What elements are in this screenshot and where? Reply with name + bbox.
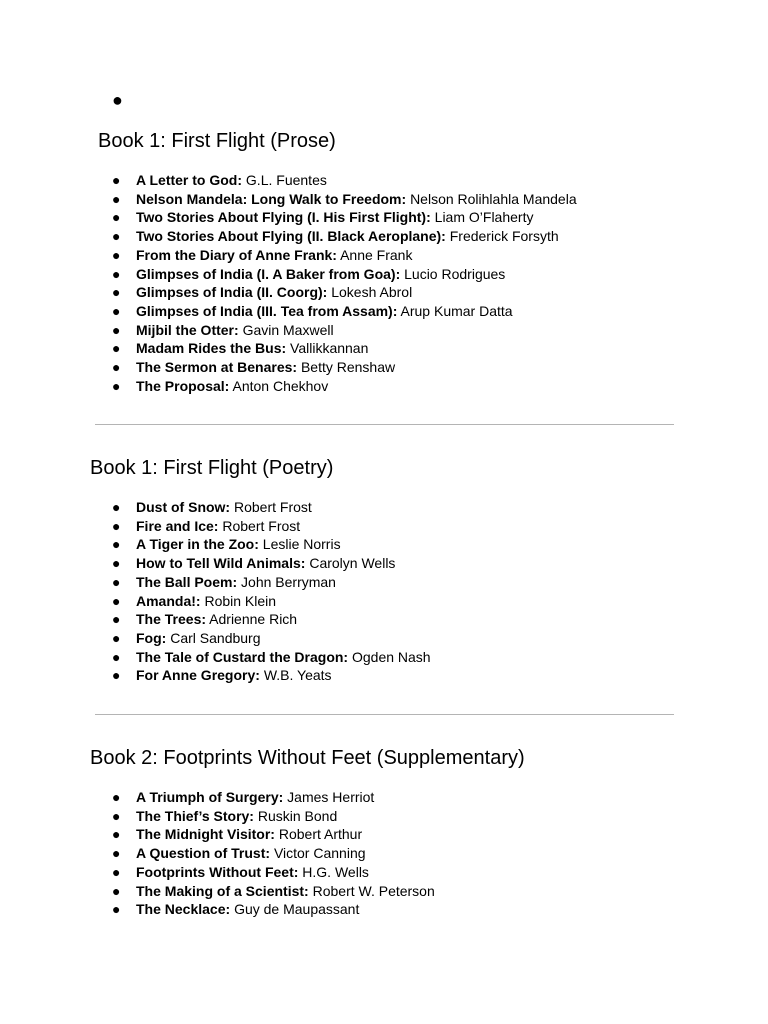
chapter-title: How to Tell Wild Animals: [136,555,306,572]
chapter-author: Arup Kumar Datta [400,302,513,319]
list-item [112,844,435,863]
bullet-icon: ● [112,265,121,282]
chapter-author: Adrienne Rich [209,611,298,628]
chapter-author: Frederick Forsyth [449,228,559,245]
chapter-author: Lokesh Abrol [331,284,413,301]
chapter-title: Dust of Snow: [136,499,231,515]
chapter-author: Lucio Rodrigues [404,265,506,282]
list-item [112,610,431,629]
list-item [112,648,431,667]
bullet-icon: ● [112,629,121,646]
list-item [112,592,431,611]
chapter-title: Madam Rides the Bus: [136,340,287,357]
bullet-icon: ● [112,302,121,319]
chapter-author: Robin Klein [204,592,277,609]
list-item [112,227,577,246]
bullet-icon: ● [112,499,121,515]
chapter-title: For Anne Gregory: [136,667,260,684]
list-item [112,554,431,573]
bullet-icon: ● [112,611,121,628]
chapter-author: Betty Renshaw [300,359,396,376]
chapter-title: The Making of a Scientist: [136,882,309,899]
empty-bullet: ● [112,90,123,110]
list-item [112,825,435,844]
section-heading: Book 2: Footprints Without Feet (Supplementary) [90,747,525,769]
list-item [112,339,577,358]
chapter-author: Guy de Maupassant [234,901,360,918]
chapter-author: Robert Arthur [278,826,363,843]
chapter-title: Footprints Without Feet: [136,863,299,880]
list-item [112,302,577,321]
chapter-title: The Proposal: [136,377,230,394]
list-item [112,246,577,265]
chapter-title: Glimpses of India (I. A Baker from Goa): [136,265,401,282]
list-item [112,358,577,377]
bullet-icon: ● [112,555,121,572]
list-item [112,321,577,340]
chapter-title: Glimpses of India (III. Tea from Assam): [136,302,398,319]
chapter-title: The Sermon at Benares: [136,359,298,376]
chapter-author: John Berryman [241,573,336,590]
chapter-author: Robert W. Peterson [312,882,435,899]
bullet-icon: ● [112,882,121,899]
chapter-author: Leslie Norris [262,536,341,553]
bullet-icon: ● [112,209,121,226]
list-item [112,666,431,685]
bullet-icon: ● [112,321,121,338]
chapter-title: Fire and Ice: [136,517,219,534]
chapter-title: The Trees: [136,611,207,628]
chapter-author: Gavin Maxwell [242,321,334,338]
chapter-title: From the Diary of Anne Frank: [136,246,337,263]
chapter-title: Mijbil the Otter: [136,321,239,338]
bullet-icon: ● [112,863,121,880]
chapter-title: A Question of Trust: [136,845,271,862]
chapter-author: Carl Sandburg [170,629,261,646]
bullet-icon: ● [112,359,121,376]
list-item [112,788,435,807]
bullet-icon: ● [112,284,121,301]
list-item [112,535,431,554]
chapter-author: W.B. Yeats [263,667,332,684]
list-item [112,517,431,536]
list-item [112,882,435,901]
chapter-author: G.L. Fuentes [245,172,327,188]
chapter-title: The Necklace: [136,901,231,918]
section-heading: Book 1: First Flight (Prose) [98,130,336,152]
list-item [112,807,435,826]
chapter-title: A Tiger in the Zoo: [136,536,259,553]
list-item [112,573,431,592]
chapter-title: Two Stories About Flying (II. Black Aeroplane): [136,228,446,245]
chapter-title: The Tale of Custard the Dragon: [136,648,349,665]
list-item [112,377,577,396]
chapter-author: Robert Frost [222,517,301,534]
chapter-author: Vallikkannan [290,340,369,357]
chapter-title: A Triumph of Surgery: [136,789,284,805]
bullet-icon: ● [112,592,121,609]
list-item [112,629,431,648]
chapter-author: Victor Canning [273,845,366,862]
list-item [112,900,435,919]
list-item [112,190,577,209]
section-divider [95,424,674,425]
bullet-icon: ● [112,573,121,590]
bullet-icon: ● [112,667,121,684]
bullet-icon: ● [112,789,121,805]
chapter-author: Anne Frank [340,246,413,263]
chapter-author: Nelson Rolihlahla Mandela [410,190,577,207]
bullet-icon: ● [112,536,121,553]
chapter-title: Amanda!: [136,592,201,609]
section-divider [95,714,674,715]
chapter-title: The Midnight Visitor: [136,826,275,843]
list-item [112,283,577,302]
bullet-icon: ● [112,845,121,862]
list-item [112,265,577,284]
chapter-title: Glimpses of India (II. Coorg): [136,284,328,301]
chapter-title: A Letter to God: [136,172,243,188]
chapter-author: Carolyn Wells [309,555,396,572]
chapter-list [112,498,431,685]
bullet-icon: ● [112,648,121,665]
chapter-list [112,788,435,919]
bullet-icon: ● [112,826,121,843]
bullet-icon: ● [112,377,121,394]
chapter-author: Robert Frost [234,499,312,515]
bullet-icon: ● [112,228,121,245]
chapter-list [112,171,577,395]
bullet-icon: ● [112,517,121,534]
bullet-icon: ● [112,246,121,263]
chapter-author: Liam O’Flaherty [434,209,534,226]
chapter-title: The Ball Poem: [136,573,238,590]
chapter-title: Fog: [136,629,167,646]
bullet-icon: ● [112,172,121,188]
chapter-title: Nelson Mandela: Long Walk to Freedom: [136,190,407,207]
chapter-author: Ruskin Bond [257,807,338,824]
bullet-icon: ● [112,340,121,357]
list-item [112,498,431,517]
chapter-title: The Thief’s Story: [136,807,254,824]
bullet-icon: ● [112,807,121,824]
list-item [112,863,435,882]
list-item [112,208,577,227]
chapter-title: Two Stories About Flying (I. His First Flight): [136,209,431,226]
chapter-author: James Herriot [287,789,375,805]
chapter-author: Ogden Nash [351,648,431,665]
bullet-icon: ● [112,190,121,207]
list-item [112,171,577,190]
chapter-author: H.G. Wells [302,863,369,880]
bullet-icon: ● [112,901,121,918]
chapter-author: Anton Chekhov [232,377,329,394]
section-heading: Book 1: First Flight (Poetry) [90,457,334,479]
